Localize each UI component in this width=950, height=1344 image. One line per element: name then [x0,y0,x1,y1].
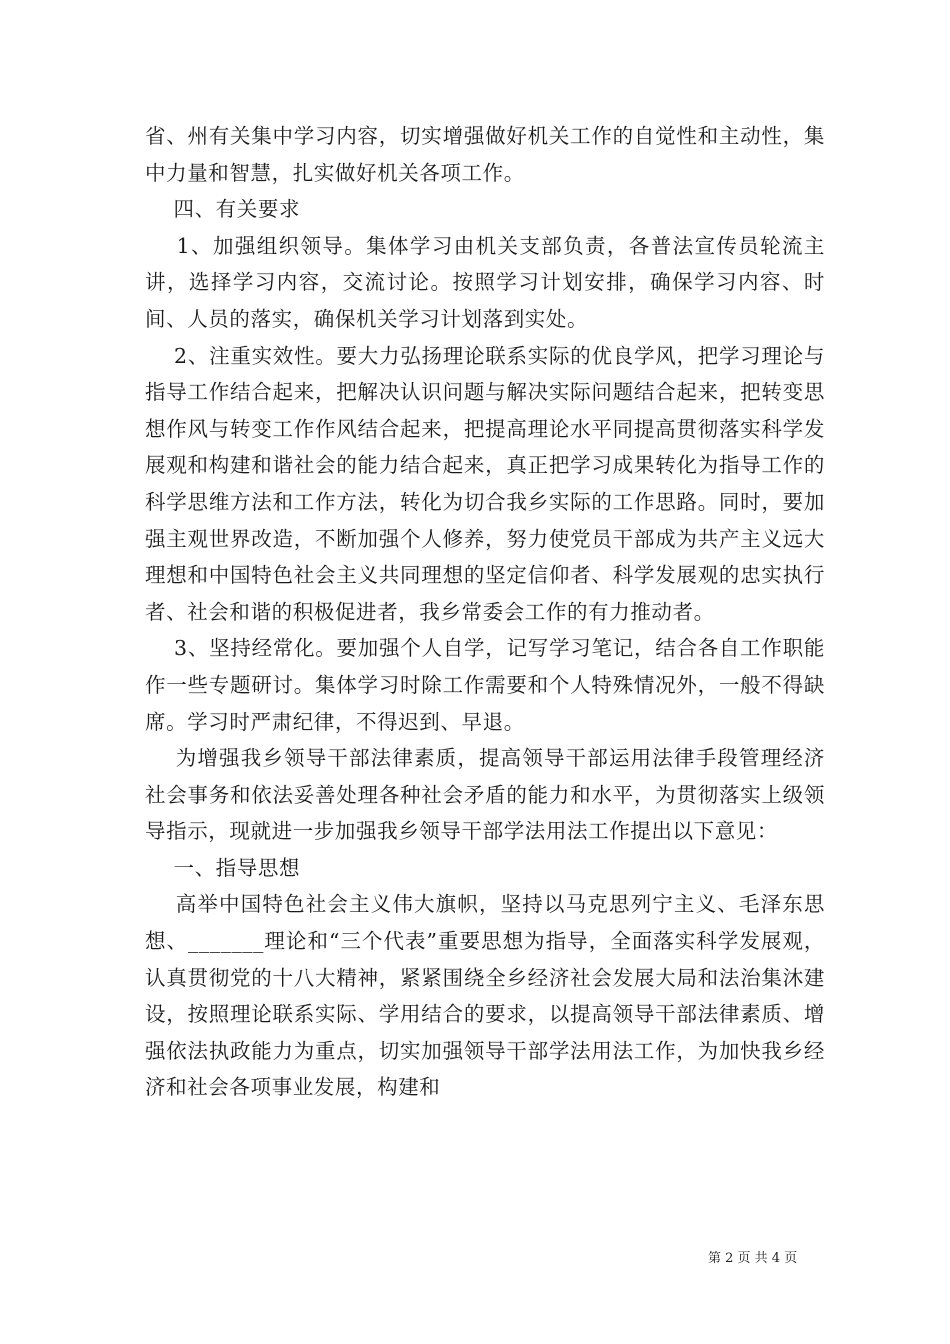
paragraph-opinion-intro: 为增强我乡领导干部法律素质，提高领导干部运用法律手段管理经济社会事务和依法妥善处理各种社会矛盾的能力和水平，为贯彻落实上级领导指示，现就进一步加强我乡领导干部学法用法工作提出以下意见： [145,746,826,844]
paragraph-requirement-2: 2、注重实效性。要大力弘扬理论联系实际的优良学风，把学习理论与指导工作结合起来，把解决认识问题与解决实际问题结合起来，把转变思想作风与转变工作作风结合起来，把提高理论水平同提高贯彻落实科学发展观和构建和谐社会的能力结合起来，真正把学习成果转化为指导工作的科学思维方法和工作方法，转化为切合我乡实际的工作思路。同时，要加强主观世界改造，不断加强个人修养，努力使党员干部成为共产主义远大理想和中国特色社会主义共同理想的坚定信仰者、科学发展观的忠实执行者、社会和谐的积极促进者，我乡常委会工作的有力推动者。 [145,343,826,624]
document-body [145,118,825,1106]
paragraph-guiding-ideology: 高举中国特色社会主义伟大旗帜，坚持以马克思列宁主义、毛泽东思想、_______理论和“三个代表”重要思想为指导，全面落实科学发展观，认真贯彻党的十八大精神，紧紧围绕全乡经济社会发展大局和法治集沐建设，按照理论联系实际、学用结合的要求，以提高领导干部法律素质、增强依法执政能力为重点，切实加强领导干部学法用法工作，为加快我乡经济和社会各项事业发展，构建和 [145,892,826,1100]
section-heading-guiding-ideology: 一、指导思想 [145,855,301,880]
page-number-footer: 第 2 页 共 4 页 [708,1251,798,1266]
paragraph-intro-continuation: 省、州有关集中学习内容，切实增强做好机关工作的自觉性和主动性，集中力量和智慧，扎实做好机关各项工作。 [145,124,825,185]
section-heading-requirements: 四、有关要求 [145,197,301,222]
paragraph-requirement-3: 3、坚持经常化。要加强个人自学，记写学习笔记，结合各自工作职能作一些专题研讨。集体学习时除工作需要和个人特殊情况外，一般不得缺席。学习时严肃纪律，不得迟到、早退。 [145,636,826,734]
paragraph-requirement-1: 1、加强组织领导。集体学习由机关支部负责，各普法宣传员轮流主讲，选择学习内容，交流讨论。按照学习计划安排，确保学习内容、时间、人员的落实，确保机关学习计划落到实处。 [145,233,826,331]
